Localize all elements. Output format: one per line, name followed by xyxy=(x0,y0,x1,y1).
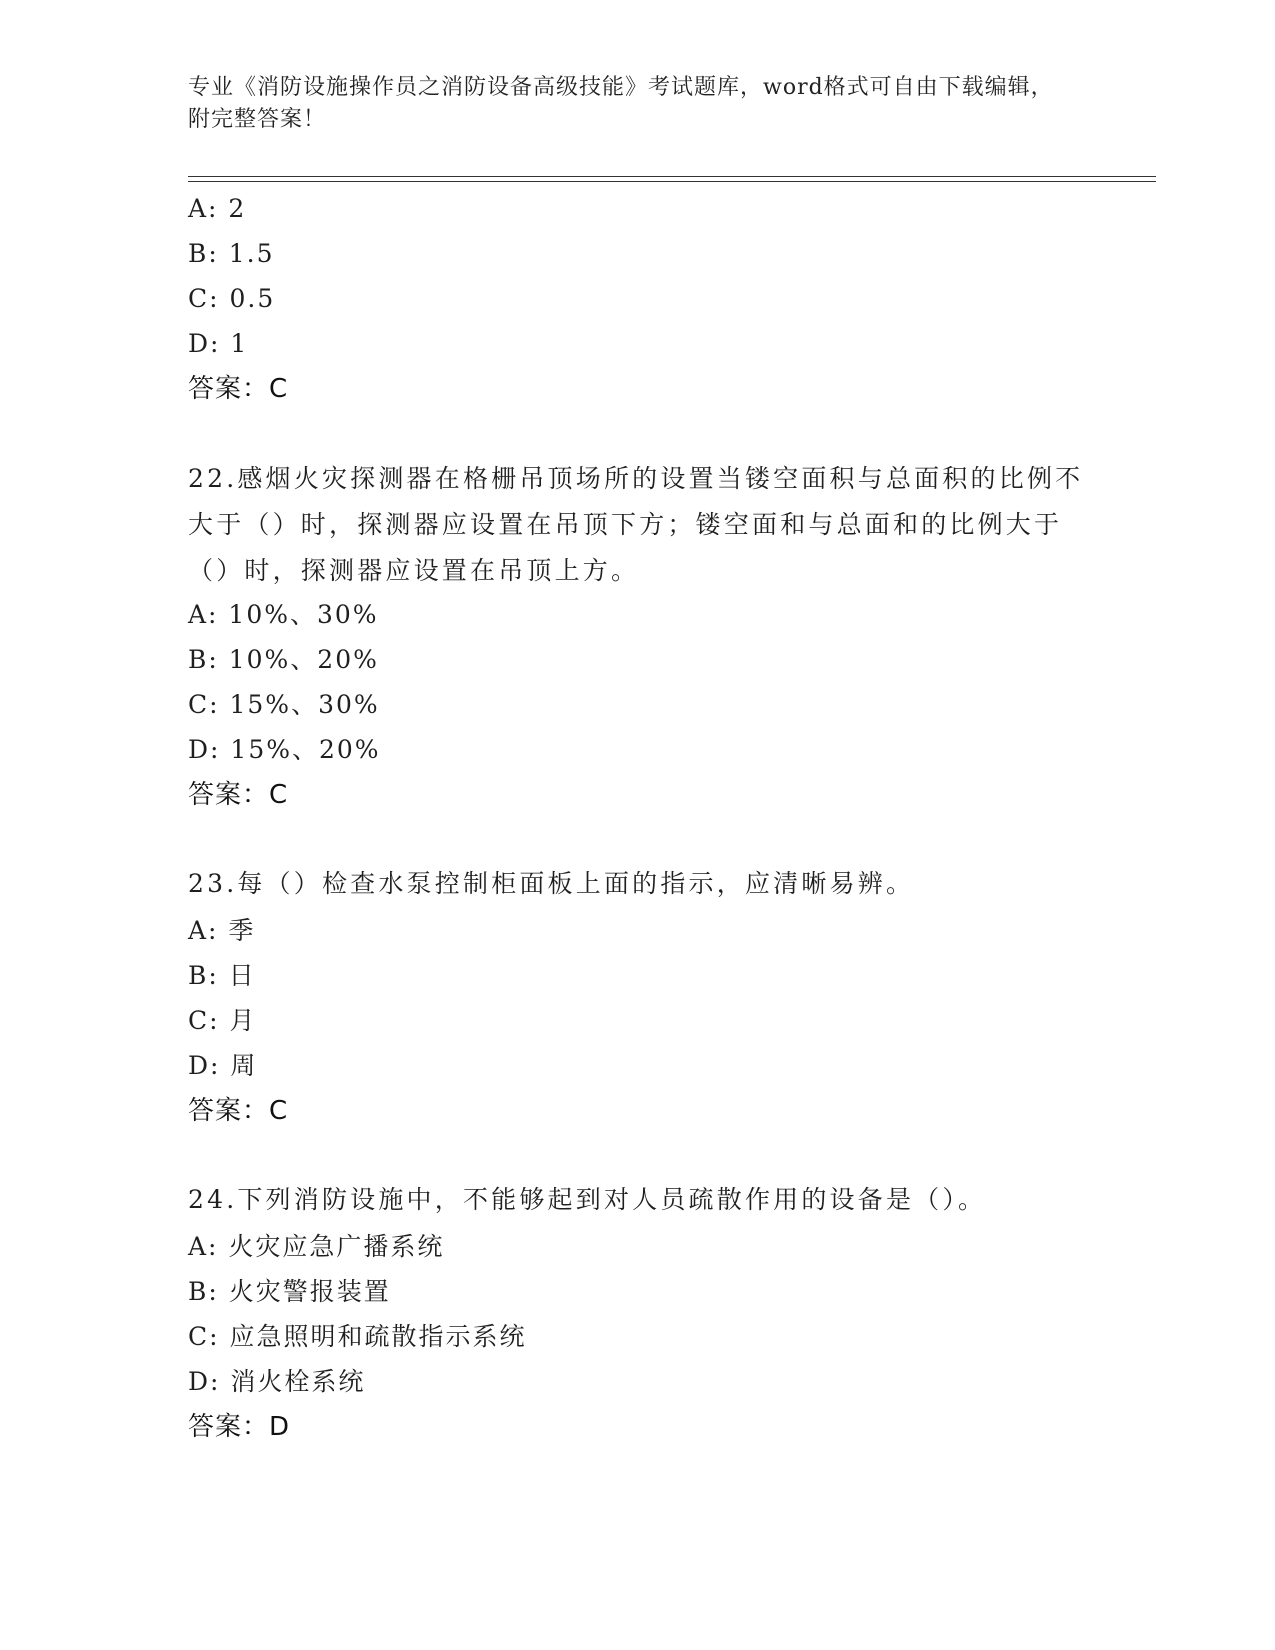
q23-option-a: A: 季 xyxy=(188,916,256,945)
q22-option-b: B: 10%、20% xyxy=(188,645,379,674)
header-divider-top xyxy=(188,176,1156,177)
q21-option-a: A: 2 xyxy=(188,194,247,223)
q23-option-c: C: 月 xyxy=(188,1006,257,1035)
q24-answer: 答案：D xyxy=(188,1412,291,1442)
q24-option-d: D: 消火栓系统 xyxy=(188,1367,366,1396)
q24-question: 24.下列消防设施中，不能够起到对人员疏散作用的设备是（）。 xyxy=(188,1185,987,1214)
q23-answer: 答案：C xyxy=(188,1096,289,1126)
q24-option-b: B: 火灾警报装置 xyxy=(188,1277,391,1306)
q23-option-d: D: 周 xyxy=(188,1051,258,1080)
q22-option-c: C: 15%、30% xyxy=(188,690,380,719)
q23-option-b: B: 日 xyxy=(188,961,256,990)
q21-option-b: B: 1.5 xyxy=(188,239,275,268)
q22-question: 22.感烟火灾探测器在格栅吊顶场所的设置当镂空面积与总面积的比例不大于（）时，探测器应设置在吊顶下方；镂空面和与总面和的比例大于（）时，探测器应设置在吊顶上方。 xyxy=(188,464,1084,585)
q23-question: 23.每（）检查水泵控制柜面板上面的指示，应清晰易辨。 xyxy=(188,869,915,898)
q21-option-c: C: 0.5 xyxy=(188,284,276,313)
q21-answer: 答案：C xyxy=(188,374,289,404)
q24-option-c: C: 应急照明和疏散指示系统 xyxy=(188,1322,527,1351)
document-header: 专业《消防设施操作员之消防设备高级技能》考试题库，word格式可自由下载编辑，附完整答案！ xyxy=(188,75,1054,132)
q21-option-d: D: 1 xyxy=(188,329,249,358)
q22-answer: 答案：C xyxy=(188,780,289,810)
q22-option-a: A: 10%、30% xyxy=(188,600,379,629)
q24-option-a: A: 火灾应急广播系统 xyxy=(188,1232,445,1261)
header-divider-bottom xyxy=(188,181,1156,182)
q22-option-d: D: 15%、20% xyxy=(188,735,381,764)
